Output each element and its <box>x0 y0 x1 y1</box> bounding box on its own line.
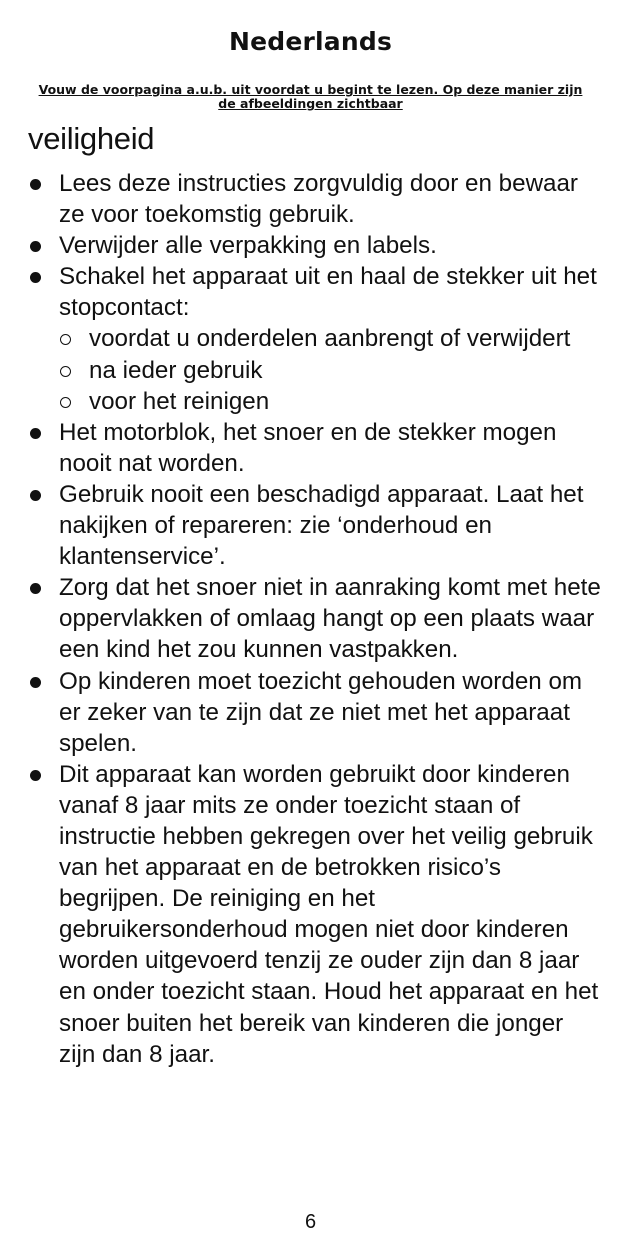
list-item <box>0 759 621 1070</box>
list-item-text: Verwijder alle verpakking en labels. <box>59 232 437 260</box>
sub-list-item: na ieder gebruik <box>59 355 603 386</box>
list-item <box>0 666 621 759</box>
list-item-text: Het motorblok, het snoer en de stekker mogen nooit nat worden. <box>59 418 557 477</box>
list-item-text: Lees deze instructies zorgvuldig door en bewaar ze voor toekomstig gebruik. <box>59 170 578 229</box>
safety-list <box>0 168 621 1070</box>
list-item <box>0 230 621 261</box>
page-title: Nederlands <box>228 27 393 56</box>
list-item <box>0 479 621 572</box>
sub-list-item: voordat u onderdelen aanbrengt of verwijdert <box>59 323 603 354</box>
fold-notice: Vouw de voorpagina a.u.b. uit voordat u begint te lezen. Op deze manier zijn de afbeeldingen zichtbaar <box>38 82 583 111</box>
list-item-text: Schakel het apparaat uit en haal de stekker uit het stopcontact: <box>59 263 597 322</box>
list-item <box>0 417 621 479</box>
list-item <box>0 261 621 416</box>
page-number: 6 <box>304 1211 317 1233</box>
list-item-text: Op kinderen moet toezicht gehouden worden om er zeker van te zijn dat ze niet met het apparaat spelen. <box>59 667 583 757</box>
list-item <box>0 168 621 230</box>
sub-list <box>59 323 603 416</box>
sub-list-item: voor het reinigen <box>59 386 603 417</box>
list-item <box>0 572 621 665</box>
list-item-text: Zorg dat het snoer niet in aanraking komt met hete oppervlakken of omlaag hangt op een plaats waar een kind het zou kunnen vastpakken. <box>59 574 601 664</box>
list-item-text: Dit apparaat kan worden gebruikt door kinderen vanaf 8 jaar mits ze onder toezicht staan of instructie hebben gekregen over het veilig gebruik van het apparaat en de betrokken risico’s begrijpen. De reiniging en het gebruikersonderhoud mogen niet door kinderen worden uitgevoerd tenzij ze ouder zijn dan 8 jaar en onder toezicht staan. Houd het apparaat en het snoer buiten het bereik van kinderen die jonger zijn dan 8 jaar. <box>59 760 599 1068</box>
list-item-text: Gebruik nooit een beschadigd apparaat. Laat het nakijken of repareren: zie ‘onderhoud en klantenservice’. <box>59 480 584 571</box>
section-heading: veiligheid <box>28 121 155 156</box>
